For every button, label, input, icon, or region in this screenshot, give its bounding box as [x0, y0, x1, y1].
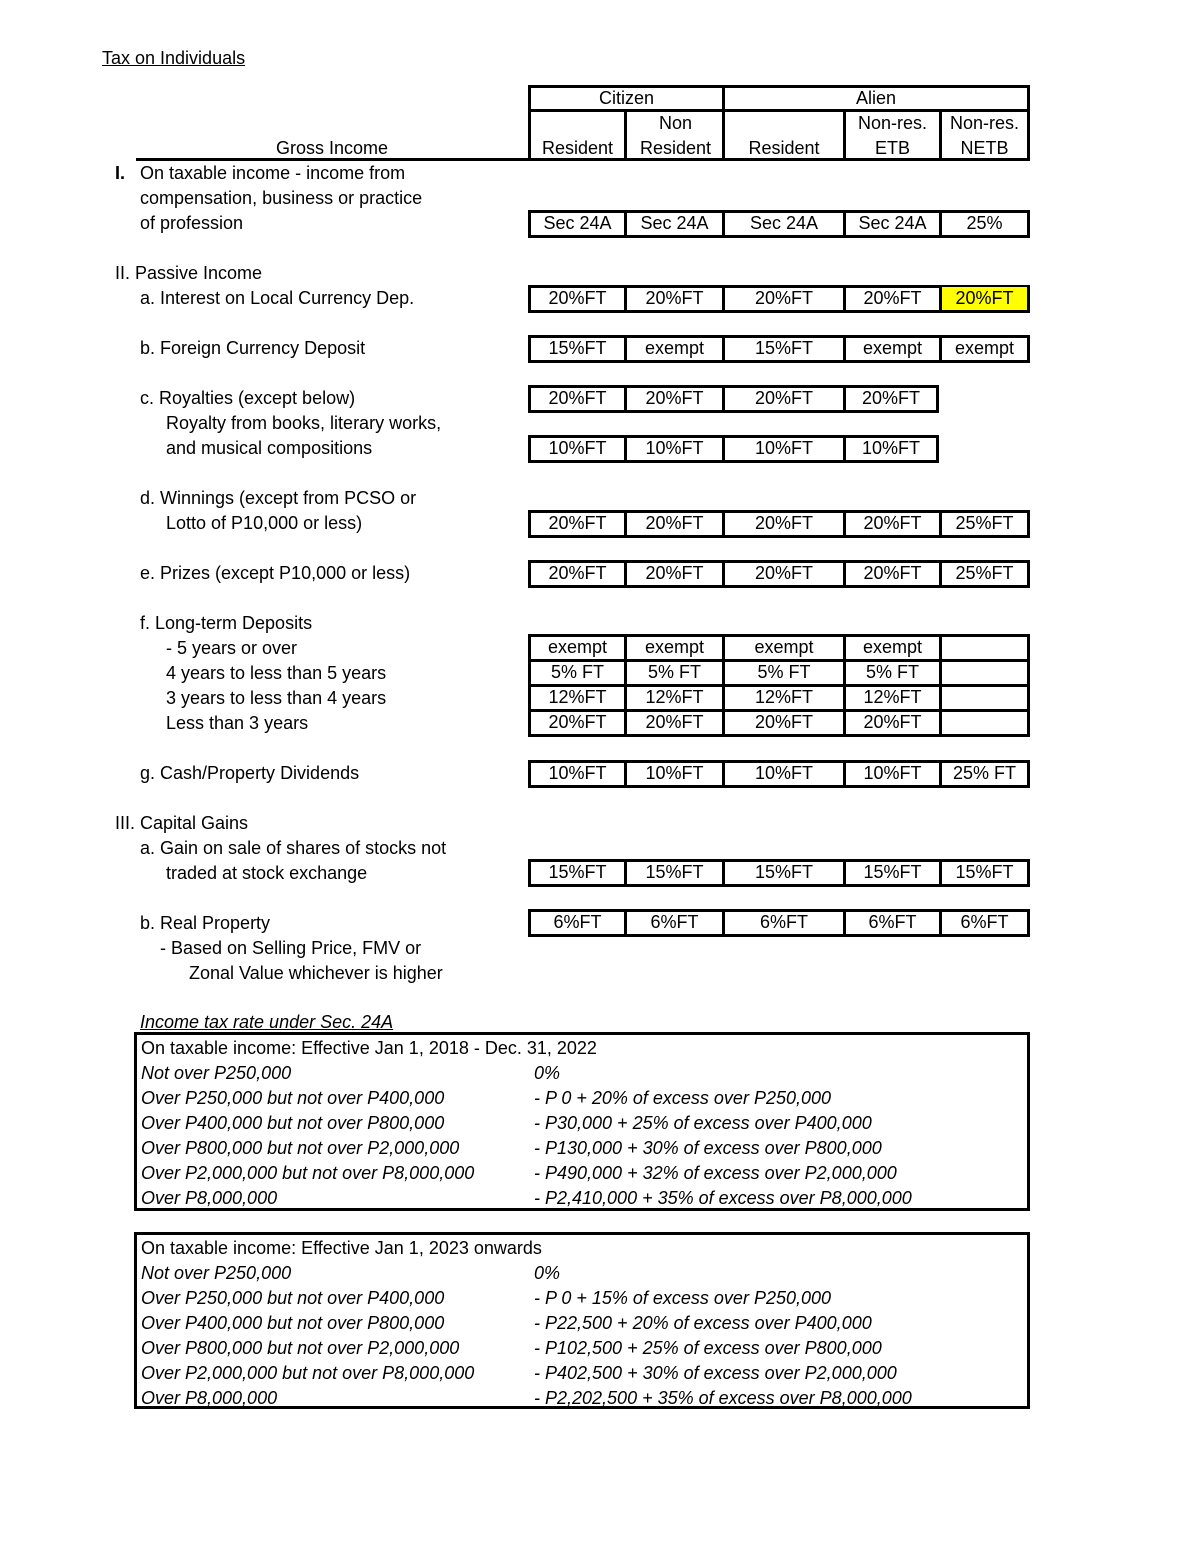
bracket-rate: - P102,500 + 25% of excess over P800,000	[534, 1338, 882, 1358]
rate-cell: 20%FT	[754, 712, 814, 732]
label-winnings-2: Lotto of P10,000 or less)	[166, 513, 363, 533]
row-line	[528, 460, 939, 463]
row-vline	[1027, 210, 1030, 238]
header-vline	[1027, 85, 1030, 161]
schedule-2023-heading: On taxable income: Effective Jan 1, 2023 onwards	[141, 1238, 542, 1258]
rate-cell: 12%FT	[548, 687, 607, 707]
rate-cell: 20%FT	[863, 712, 922, 732]
row-vline	[1027, 859, 1030, 887]
rate-cell: 25%	[966, 213, 1003, 233]
header-netb: NETB	[960, 138, 1009, 158]
bracket-rate: - P2,410,000 + 35% of excess over P8,000,000	[534, 1188, 912, 1208]
rate-cell: 10%FT	[863, 763, 922, 783]
rate-cell: 10%FT	[861, 438, 921, 458]
row-line	[528, 884, 1030, 887]
rate-cell: exempt	[754, 637, 814, 657]
rate-cell: 12%FT	[754, 687, 814, 707]
row-vline	[936, 435, 939, 463]
rate-cell: 20%FT	[754, 388, 814, 408]
label-dividends: g. Cash/Property Dividends	[140, 763, 360, 783]
header-citizen: Citizen	[598, 88, 655, 108]
rate-cell: Sec 24A	[640, 213, 709, 233]
label-real-property-3: Zonal Value whichever is higher	[189, 963, 443, 983]
rate-cell: 20%FT	[645, 513, 704, 533]
rate-cell: exempt	[644, 338, 705, 358]
label-4yrs: 4 years to less than 5 years	[166, 663, 387, 683]
rate-cell: 20%FT	[548, 388, 607, 408]
label-royalties: c. Royalties (except below)	[140, 388, 356, 408]
row-vline	[1027, 684, 1030, 712]
section-1-number: I.	[115, 163, 126, 183]
row-vline	[1027, 560, 1030, 588]
bracket-rate: - P30,000 + 25% of excess over P400,000	[534, 1113, 872, 1133]
bracket-range: Over P400,000 but not over P800,000	[141, 1113, 445, 1133]
row-line	[528, 585, 1030, 588]
rate-cell: 10%FT	[645, 763, 704, 783]
row-vline	[1027, 909, 1030, 937]
row-vline	[1027, 335, 1030, 363]
label-real-property: b. Real Property	[140, 913, 271, 933]
row-vline	[1027, 760, 1030, 788]
bracket-rate: - P 0 + 15% of excess over P250,000	[534, 1288, 832, 1308]
rate-cell	[942, 636, 1027, 659]
rate-cell: 10%FT	[548, 763, 607, 783]
label-shares: a. Gain on sale of shares of stocks not	[140, 838, 447, 858]
row-vline	[1027, 510, 1030, 538]
label-taxable-income-3: of profession	[140, 213, 244, 233]
rate-cell: 25%FT	[955, 513, 1014, 533]
row-line	[528, 360, 1030, 363]
header-etb: ETB	[874, 138, 910, 158]
label-taxable-income-2: compensation, business or practice	[140, 188, 423, 208]
row-vline	[936, 385, 939, 413]
row-vline	[1027, 709, 1030, 737]
label-less3: Less than 3 years	[166, 713, 309, 733]
label-interest-local: a. Interest on Local Currency Dep.	[140, 288, 415, 308]
rate-cell: 20%FT	[645, 388, 704, 408]
bracket-range: Over P2,000,000 but not over P8,000,000	[141, 1163, 475, 1183]
bracket-range: Not over P250,000	[141, 1063, 292, 1083]
label-royalty-books: Royalty from books, literary works,	[166, 413, 442, 433]
bracket-range: Over P800,000 but not over P2,000,000	[141, 1138, 460, 1158]
bracket-range: Over P800,000 but not over P2,000,000	[141, 1338, 460, 1358]
rate-cell: 20%FT	[863, 288, 922, 308]
label-prizes: e. Prizes (except P10,000 or less)	[140, 563, 411, 583]
rate-cell: Sec 24A	[749, 213, 819, 233]
rate-cell: 15%FT	[548, 338, 607, 358]
rate-cell: 5% FT	[550, 662, 604, 682]
header-non-top: Non	[658, 113, 693, 133]
rate-cell: 20%FT	[861, 388, 921, 408]
rate-cell: 6%FT	[960, 912, 1009, 932]
rate-cell: 20%FT	[548, 513, 607, 533]
row-vline	[1027, 285, 1030, 313]
rates-title: Income tax rate under Sec. 24A	[140, 1012, 394, 1032]
rate-cell: 20%FT	[645, 288, 704, 308]
rate-cell: 12%FT	[645, 687, 704, 707]
rate-cell: 25% FT	[952, 763, 1017, 783]
rate-cell: 10%FT	[645, 438, 704, 458]
schedule-2018-heading: On taxable income: Effective Jan 1, 2018 - Dec. 31, 2022	[141, 1038, 597, 1058]
rate-cell: exempt	[547, 637, 608, 657]
rate-cell: Sec 24A	[858, 213, 927, 233]
rate-cell: 15%FT	[754, 338, 814, 358]
rate-schedule-2023	[134, 1232, 1030, 1409]
rate-cell: exempt	[862, 637, 923, 657]
rate-cell: 10%FT	[754, 438, 814, 458]
rate-cell: 15%FT	[863, 862, 922, 882]
section-3-heading: III. Capital Gains	[115, 813, 249, 833]
rate-cell: 6%FT	[868, 912, 917, 932]
rate-cell: 6%FT	[759, 912, 808, 932]
label-3yrs: 3 years to less than 4 years	[166, 688, 387, 708]
rate-cell: 20%FT	[942, 287, 1027, 310]
rate-cell: 6%FT	[553, 912, 602, 932]
row-vline	[1027, 634, 1030, 662]
label-shares-2: traded at stock exchange	[166, 863, 368, 883]
rate-cell: Sec 24A	[543, 213, 612, 233]
header-gross-income: Gross Income	[275, 138, 389, 158]
rate-cell: 10%FT	[548, 438, 607, 458]
rate-cell: 5% FT	[865, 662, 919, 682]
bracket-rate: - P 0 + 20% of excess over P250,000	[534, 1088, 832, 1108]
rate-cell	[942, 686, 1027, 709]
rate-schedule-2018	[134, 1032, 1030, 1211]
label-royalty-music: and musical compositions	[166, 438, 373, 458]
row-line	[528, 410, 939, 413]
bracket-rate: 0%	[534, 1263, 561, 1283]
rate-cell: exempt	[862, 338, 923, 358]
bracket-range: Over P8,000,000	[141, 1388, 278, 1408]
rate-cell: 15%FT	[754, 862, 814, 882]
label-real-property-2: - Based on Selling Price, FMV or	[160, 938, 422, 958]
section-2-heading: II. Passive Income	[115, 263, 263, 283]
rate-cell	[942, 711, 1027, 734]
rate-cell: 6%FT	[650, 912, 699, 932]
bracket-rate: - P22,500 + 20% of excess over P400,000	[534, 1313, 872, 1333]
bracket-rate: 0%	[534, 1063, 561, 1083]
rate-cell: 15%FT	[955, 862, 1014, 882]
header-alien: Alien	[855, 88, 897, 108]
bracket-range: Over P2,000,000 but not over P8,000,000	[141, 1363, 475, 1383]
rate-cell	[942, 661, 1027, 684]
label-winnings: d. Winnings (except from PCSO or	[140, 488, 417, 508]
bracket-rate: - P402,500 + 30% of excess over P2,000,000	[534, 1363, 897, 1383]
rate-cell: 20%FT	[645, 563, 704, 583]
document-title: Tax on Individuals	[102, 48, 246, 68]
rate-cell: exempt	[954, 338, 1015, 358]
row-vline	[1027, 659, 1030, 687]
rate-cell: 25%FT	[955, 563, 1014, 583]
rate-cell: 20%FT	[863, 513, 922, 533]
header-citizen-nonresident: Resident	[639, 138, 712, 158]
rate-cell: 20%FT	[754, 513, 814, 533]
bracket-rate: - P490,000 + 32% of excess over P2,000,000	[534, 1163, 897, 1183]
label-taxable-income: On taxable income - income from	[140, 163, 406, 183]
label-foreign-deposit: b. Foreign Currency Deposit	[140, 338, 366, 358]
row-line	[528, 734, 1030, 737]
rate-cell: 5% FT	[647, 662, 701, 682]
bracket-range: Over P8,000,000	[141, 1188, 278, 1208]
rate-cell: exempt	[644, 637, 705, 657]
row-line	[528, 310, 1030, 313]
header-alien-resident: Resident	[748, 138, 820, 158]
bracket-rate: - P130,000 + 30% of excess over P800,000	[534, 1138, 882, 1158]
bracket-rate: - P2,202,500 + 35% of excess over P8,000,000	[534, 1388, 912, 1408]
bracket-range: Over P250,000 but not over P400,000	[141, 1288, 445, 1308]
row-line	[528, 785, 1030, 788]
label-5yrs: - 5 years or over	[166, 638, 298, 658]
bracket-range: Over P250,000 but not over P400,000	[141, 1088, 445, 1108]
header-nonres-etb-top: Non-res.	[857, 113, 928, 133]
rate-cell: 20%FT	[548, 288, 607, 308]
header-nonres-netb-top: Non-res.	[949, 113, 1020, 133]
rate-cell: 15%FT	[548, 862, 607, 882]
rate-cell: 10%FT	[754, 763, 814, 783]
rate-cell: 20%FT	[548, 712, 607, 732]
rate-cell: 5% FT	[757, 662, 811, 682]
bracket-range: Not over P250,000	[141, 1263, 292, 1283]
label-long-term: f. Long-term Deposits	[140, 613, 313, 633]
rate-cell: 15%FT	[645, 862, 704, 882]
rate-cell: 12%FT	[863, 687, 922, 707]
bracket-range: Over P400,000 but not over P800,000	[141, 1313, 445, 1333]
rate-cell: 20%FT	[548, 563, 607, 583]
row-line	[528, 535, 1030, 538]
rate-cell: 20%FT	[754, 288, 814, 308]
row-line	[528, 934, 1030, 937]
rate-cell: 20%FT	[863, 563, 922, 583]
row-line	[528, 235, 1030, 238]
rate-cell: 20%FT	[645, 712, 704, 732]
rate-cell: 20%FT	[754, 563, 814, 583]
header-citizen-resident: Resident	[541, 138, 614, 158]
